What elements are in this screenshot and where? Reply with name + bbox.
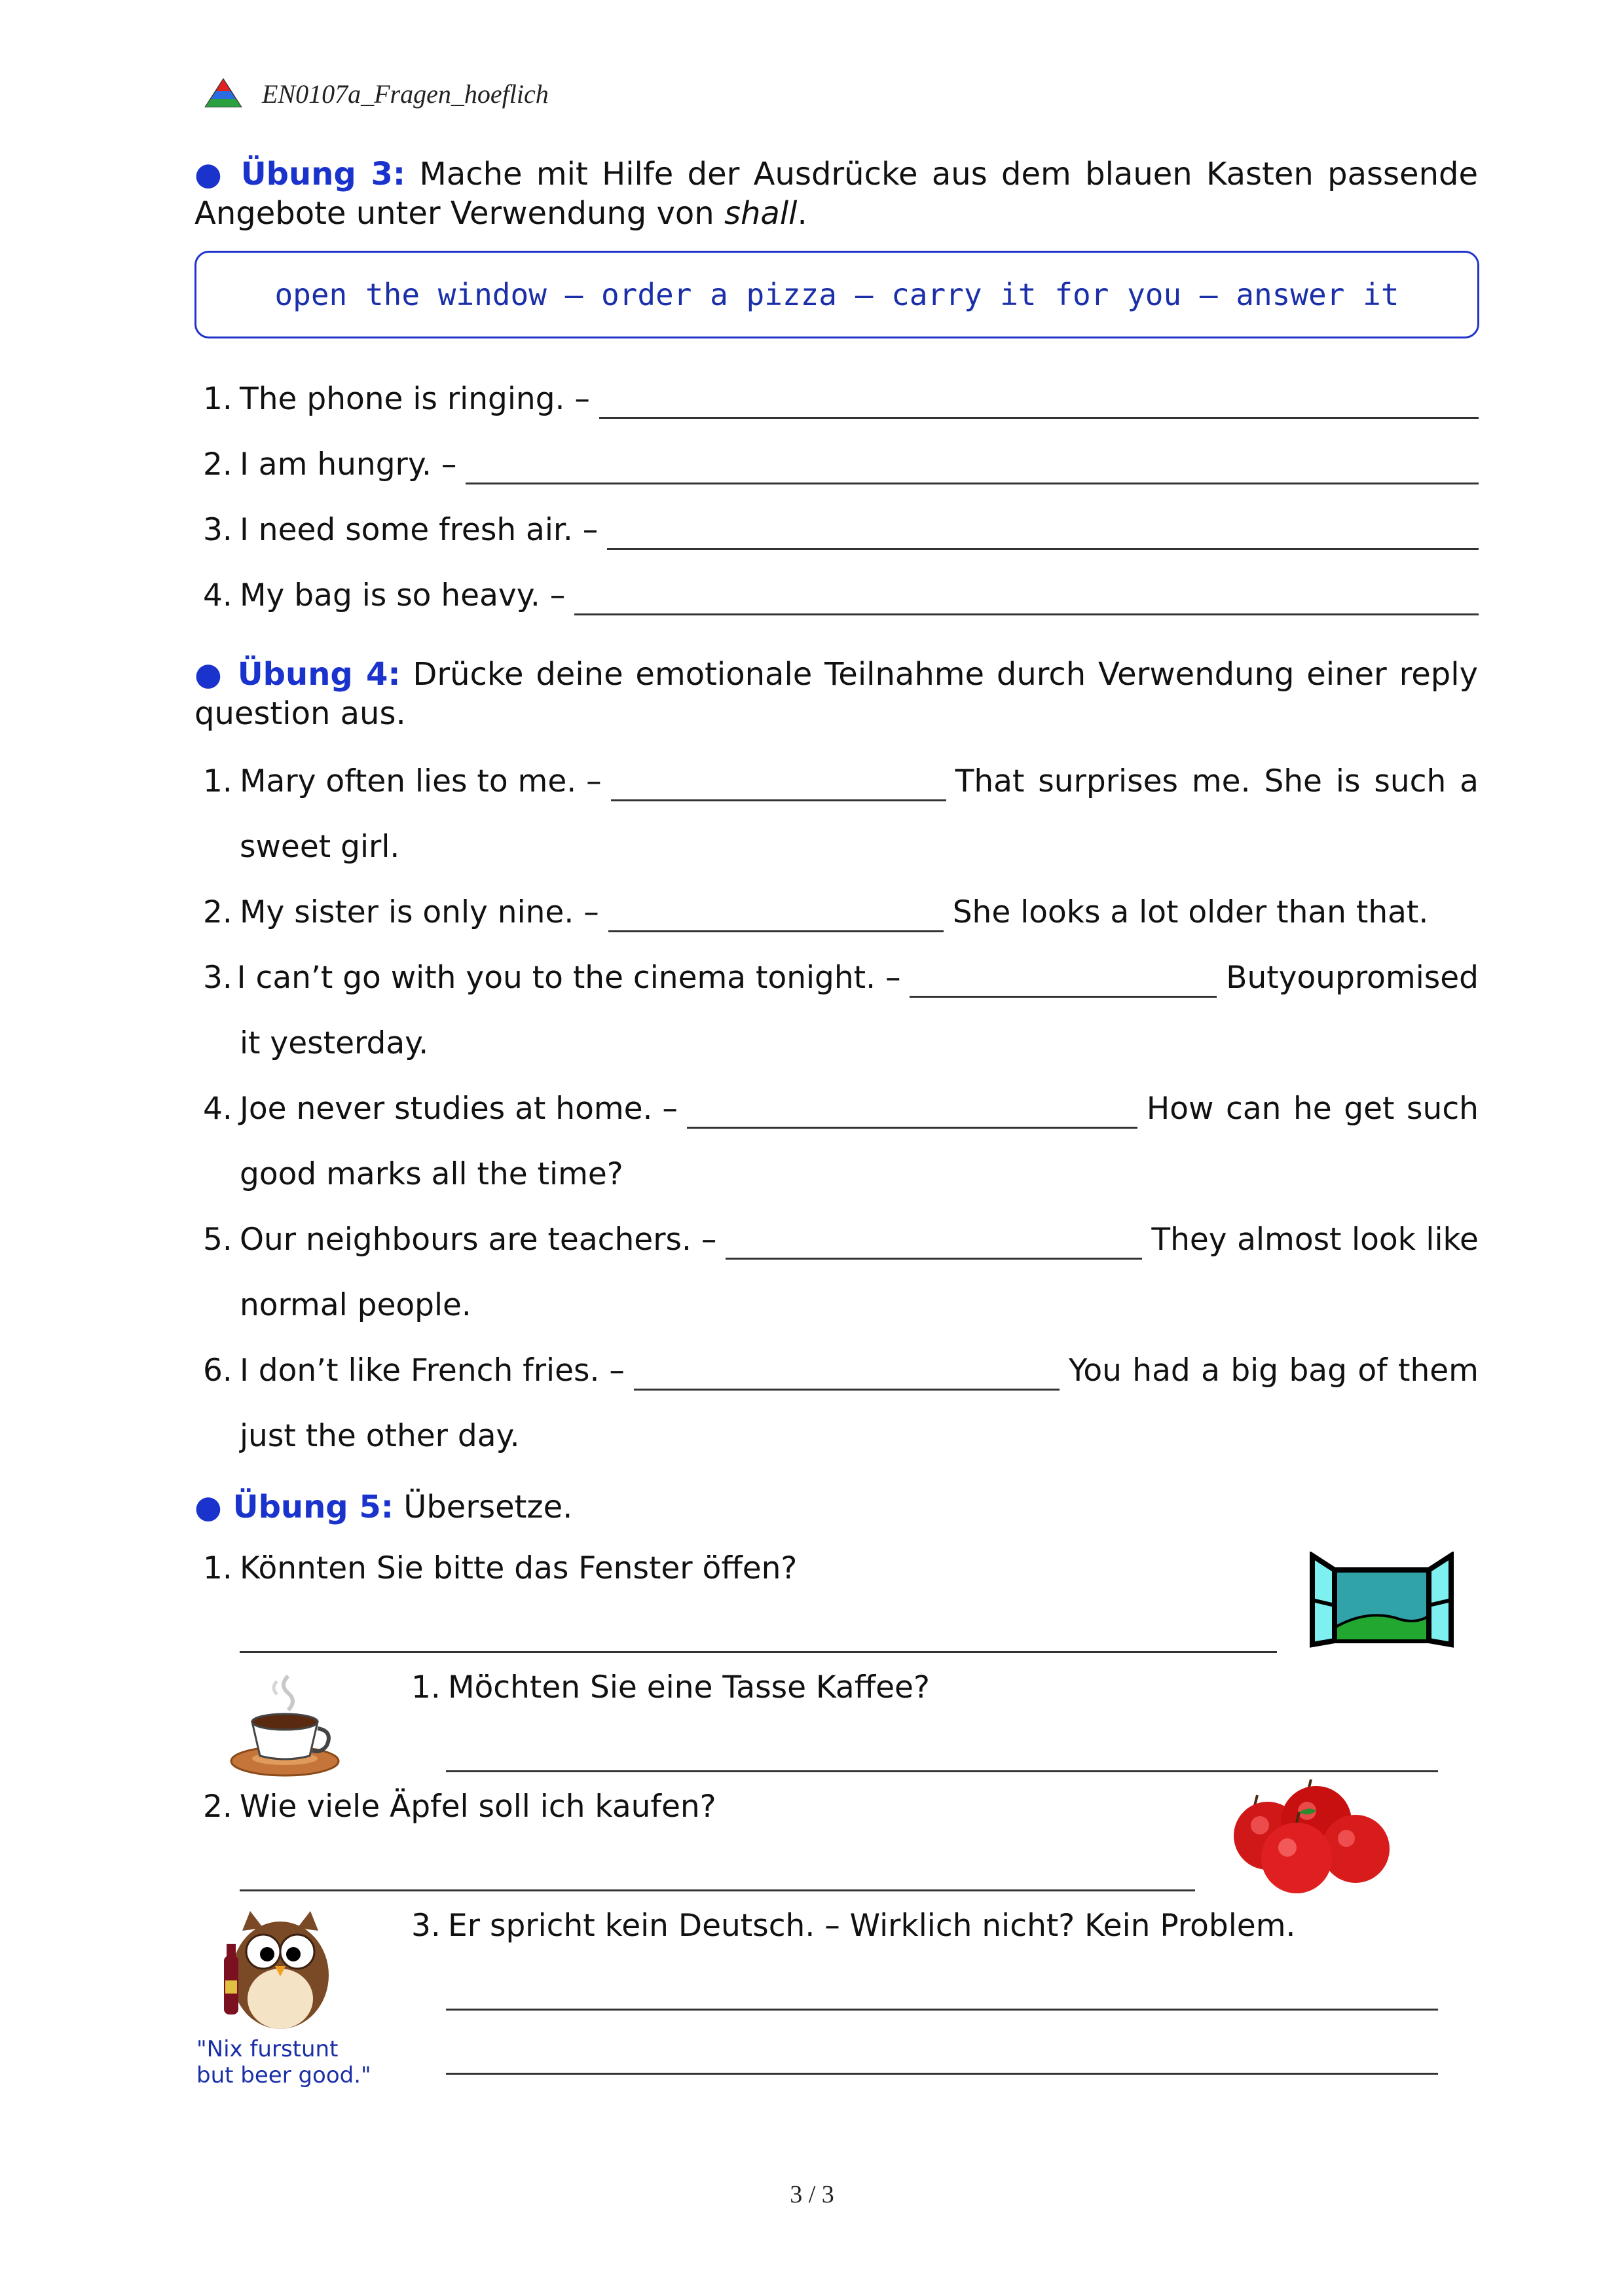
item-text: Joe never studies at home. – bbox=[240, 1091, 678, 1127]
ex4-item-2 bbox=[203, 893, 1479, 932]
exercise-3-label: ● Übung 3: bbox=[194, 156, 406, 192]
word: But bbox=[1226, 960, 1279, 996]
owl-caption-line-2: but beer good." bbox=[196, 2062, 371, 2088]
reply-question-blank[interactable] bbox=[608, 902, 944, 932]
owl-with-beer-icon bbox=[210, 1902, 341, 2033]
word: look bbox=[1352, 1222, 1416, 1258]
word: surprises bbox=[1038, 763, 1178, 799]
word: like bbox=[1426, 1222, 1479, 1258]
ex5-item-4 bbox=[411, 1906, 1459, 1946]
item-followup bbox=[1226, 958, 1479, 998]
ex3-item-2 bbox=[203, 445, 1479, 484]
ex4-item-4 bbox=[203, 1089, 1479, 1129]
item-text: Könnten Sie bitte das Fenster öffen? bbox=[240, 1550, 798, 1586]
ex5-item-3 bbox=[203, 1787, 1185, 1827]
word: of bbox=[1357, 1353, 1388, 1389]
shall-word: shall bbox=[724, 195, 798, 232]
ex4-item-6-continuation: just the other day. bbox=[240, 1418, 520, 1454]
reply-question-blank[interactable] bbox=[634, 1360, 1060, 1391]
item-number: 3. bbox=[203, 960, 232, 996]
coffee-cup-icon bbox=[226, 1663, 344, 1781]
word: They bbox=[1151, 1222, 1227, 1258]
ex4-item-1 bbox=[203, 762, 1479, 801]
translation-line[interactable] bbox=[446, 2073, 1438, 2075]
ex4-item-1-continuation: sweet girl. bbox=[240, 829, 400, 865]
item-number: 1. bbox=[203, 381, 232, 417]
exercise-5-instruction bbox=[194, 1487, 1478, 1527]
word: can bbox=[1226, 1091, 1282, 1127]
ex4-item-3 bbox=[203, 958, 1479, 998]
document-code: EN0107a_Fragen_hoeflich bbox=[262, 79, 549, 109]
item-text: The phone is ringing. – bbox=[240, 381, 590, 417]
item-number: 4. bbox=[203, 1091, 232, 1127]
word: promised bbox=[1335, 960, 1479, 996]
item-followup bbox=[955, 762, 1479, 801]
answer-line[interactable] bbox=[599, 388, 1479, 419]
page-header bbox=[204, 71, 549, 117]
word: bag bbox=[1289, 1353, 1347, 1389]
item-followup bbox=[1151, 1220, 1479, 1260]
owl-caption bbox=[196, 2036, 371, 2088]
word: You bbox=[1068, 1353, 1122, 1389]
translation-line[interactable] bbox=[240, 1651, 1277, 1653]
ex3-item-4 bbox=[203, 576, 1479, 615]
item-text: I am hungry. – bbox=[240, 446, 457, 483]
item-number: 4. bbox=[203, 577, 232, 613]
exercise-4-instruction bbox=[194, 655, 1478, 733]
exercise-3-text: Mache mit Hilfe der Ausdrücke aus dem blauen Kasten passende Angebote unter Verwendung von bbox=[194, 156, 1479, 232]
word: How bbox=[1146, 1091, 1214, 1127]
ex4-item-6 bbox=[203, 1351, 1479, 1391]
item-text: Wie viele Äpfel soll ich kaufen? bbox=[240, 1789, 716, 1825]
ex4-item-4-continuation: good marks all the time? bbox=[240, 1156, 623, 1192]
translation-line[interactable] bbox=[446, 1770, 1438, 1772]
item-text: Möchten Sie eine Tasse Kaffee? bbox=[448, 1669, 930, 1705]
item-number: 1. bbox=[203, 763, 232, 799]
logo-icon bbox=[204, 78, 242, 109]
item-number: 1. bbox=[203, 1550, 232, 1586]
item-number: 5. bbox=[203, 1222, 232, 1258]
word: a bbox=[1460, 763, 1479, 799]
reply-question-blank[interactable] bbox=[687, 1098, 1137, 1129]
word: is bbox=[1335, 763, 1361, 799]
exercise-3-instruction bbox=[194, 155, 1478, 233]
word: such bbox=[1374, 763, 1447, 799]
answer-line[interactable] bbox=[466, 454, 1479, 484]
reply-question-blank[interactable] bbox=[611, 771, 946, 801]
exercise-5-label: ● Übung 5: bbox=[194, 1489, 394, 1525]
ex4-item-5-continuation: normal people. bbox=[240, 1287, 471, 1323]
item-text: My sister is only nine. – bbox=[240, 894, 599, 930]
item-number: 2. bbox=[203, 446, 232, 483]
exercise-5-text: Übersetze. bbox=[393, 1489, 573, 1525]
translation-line[interactable] bbox=[240, 1889, 1195, 1891]
ex3-item-3 bbox=[203, 511, 1479, 550]
item-text: I can’t go with you to the cinema tonight. – bbox=[236, 960, 901, 996]
word: such bbox=[1407, 1091, 1479, 1127]
word: them bbox=[1398, 1353, 1479, 1389]
word: She bbox=[1264, 763, 1322, 799]
ex5-item-1 bbox=[203, 1549, 1316, 1588]
reply-question-blank[interactable] bbox=[910, 967, 1217, 998]
word: he bbox=[1293, 1091, 1332, 1127]
item-text: My bag is so heavy. – bbox=[240, 577, 566, 613]
item-number: 6. bbox=[203, 1353, 232, 1389]
item-text: Er spricht kein Deutsch. – Wirklich nicht? Kein Problem. bbox=[448, 1908, 1296, 1944]
translation-line[interactable] bbox=[446, 2009, 1438, 2011]
item-text: I need some fresh air. – bbox=[240, 512, 599, 548]
word: you bbox=[1278, 960, 1336, 996]
ex4-item-5 bbox=[203, 1220, 1479, 1260]
window-icon bbox=[1310, 1552, 1454, 1650]
apples-icon bbox=[1225, 1774, 1395, 1899]
ex4-item-3-continuation: it yesterday. bbox=[240, 1025, 429, 1061]
word: That bbox=[955, 763, 1025, 799]
period: . bbox=[797, 195, 807, 232]
item-number: 3. bbox=[411, 1908, 441, 1944]
exercise-4-text: Drücke deine emotionale Teilnahme durch Verwendung einer reply question aus. bbox=[194, 656, 1479, 732]
item-followup bbox=[1069, 1351, 1479, 1391]
word: had bbox=[1132, 1353, 1190, 1389]
word: me. bbox=[1191, 763, 1251, 799]
word: almost bbox=[1237, 1222, 1342, 1258]
item-number: 2. bbox=[203, 894, 232, 930]
expression-list: open the window – order a pizza – carry it for you – answer it bbox=[274, 277, 1399, 312]
owl-caption-line-1: "Nix furstunt bbox=[196, 2036, 339, 2062]
ex3-item-1 bbox=[203, 380, 1479, 419]
item-followup: She looks a lot older than that. bbox=[952, 894, 1429, 930]
item-text: Mary often lies to me. – bbox=[240, 763, 602, 799]
answer-line[interactable] bbox=[607, 519, 1479, 550]
word: big bbox=[1230, 1353, 1279, 1389]
reply-question-blank[interactable] bbox=[726, 1229, 1142, 1260]
item-followup bbox=[1147, 1089, 1479, 1129]
answer-line[interactable] bbox=[574, 585, 1479, 615]
word: get bbox=[1344, 1091, 1395, 1127]
blue-expression-box bbox=[194, 251, 1479, 338]
ex5-item-2 bbox=[411, 1668, 1393, 1707]
item-number: 3. bbox=[203, 512, 232, 548]
item-number: 2. bbox=[203, 1789, 232, 1825]
page-number: 3 / 3 bbox=[790, 2181, 834, 2208]
exercise-4-label: ● Übung 4: bbox=[194, 656, 401, 693]
word: a bbox=[1201, 1353, 1220, 1389]
item-text: Our neighbours are teachers. – bbox=[240, 1222, 717, 1258]
item-text: I don’t like French fries. – bbox=[240, 1353, 625, 1389]
item-number: 1. bbox=[411, 1669, 441, 1705]
